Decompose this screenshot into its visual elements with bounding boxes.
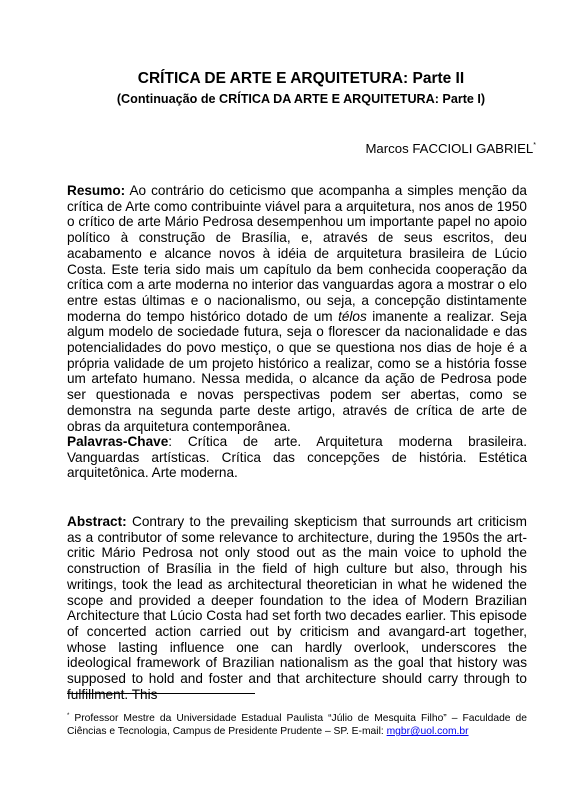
keywords-label: Palavras-Chave (67, 434, 169, 449)
author-line (365, 137, 536, 157)
footnote-text: Professor Mestre da Universidade Estadual Paulista “Júlio de Mesquita Filho” – Faculdade de Ciências e Tecnologia, Campus de Presidente Prudente – SP. E-mail: (67, 713, 527, 737)
abstract-label: Abstract: (67, 514, 127, 529)
abstract-text: Contrary to the prevailing skepticism that surrounds art criticism as a contributor of some relevance to architecture, during the 1950s the art-critic Mário Pedrosa not only stood out as the main voice to uphold the construction of Brasília in the field of high culture but also, through his writings, took the lead as architectural theoretician in what he widened the scope and provided a deeper foundation to the idea of Modern Brazilian Architecture that Lúcio Costa had set forth two decades earlier. This episode of concerted action carried out by criticism and avangard-art together, whose lasting influence one can hardly overlook, underscores the ideological framework of Brazilian nationalism as the goal that history was supposed to hold and foster and that architecture should carry through to fulfillment. This (67, 514, 527, 702)
author-name: Marcos FACCIOLI GABRIEL (365, 141, 534, 156)
paper-subtitle: (Continuação de CRÍTICA DA ARTE E ARQUITETURA: Parte I) (116, 92, 486, 106)
footnote-divider (67, 693, 255, 694)
paper-title: CRÍTICA DE ARTE E ARQUITETURA: Parte II (137, 70, 465, 87)
abstract-paragraph (67, 514, 527, 702)
resumo-text-2: imanente a realizar. Seja algum modelo de sociedade futura, seja o florescer da nacionalidade e das potencialidades do povo mestiço, o que se questiona nos dias de hoje é a própria validade de um projeto histórico a realizar, como se a história fosse um artefato humano. Nessa medida, o alcance da ação de Pedrosa pode ser questionada e novas perspectivas podem ser abertas, como se demonstra na segunda parte deste artigo, através de crítica de arte de obras da arquitetura contemporânea. (67, 308, 527, 434)
keywords-paragraph (67, 434, 527, 481)
author-footnote-mark: * (533, 142, 536, 149)
resumo-paragraph (67, 183, 527, 434)
footnote-mark: * (67, 713, 70, 719)
footnote (67, 710, 527, 738)
resumo-italic-term: télos (338, 308, 367, 324)
resumo-text-1: Ao contrário do ceticismo que acompanha a simples menção da crítica de Arte como contribuinte viável para a arquitetura, nos anos de 1950 o crítico de arte Mário Pedrosa desempenhou um importante papel no apoio político à construção de Brasília, e, através de seus escritos, deu acabamento e alcance novos à idéia de arquitetura brasileira de Lúcio Costa. Este teria sido mais um capítulo da bem conhecida cooperação da crítica com a arte moderna no interior das vanguardas agora a mostrar o elo entre estas últimas e o nacionalismo, ou seja, a concepção distintamente moderna do tempo histórico dotado de um (67, 183, 527, 324)
keywords-text: : Crítica de arte. Arquitetura moderna brasileira. Vanguardas artísticas. Crítica das concepções de história. Estética arquitetônica. Arte moderna. (67, 434, 527, 481)
resumo-label: Resumo: (67, 183, 126, 198)
email-link[interactable]: mgbr@uol.com.br (386, 726, 469, 737)
